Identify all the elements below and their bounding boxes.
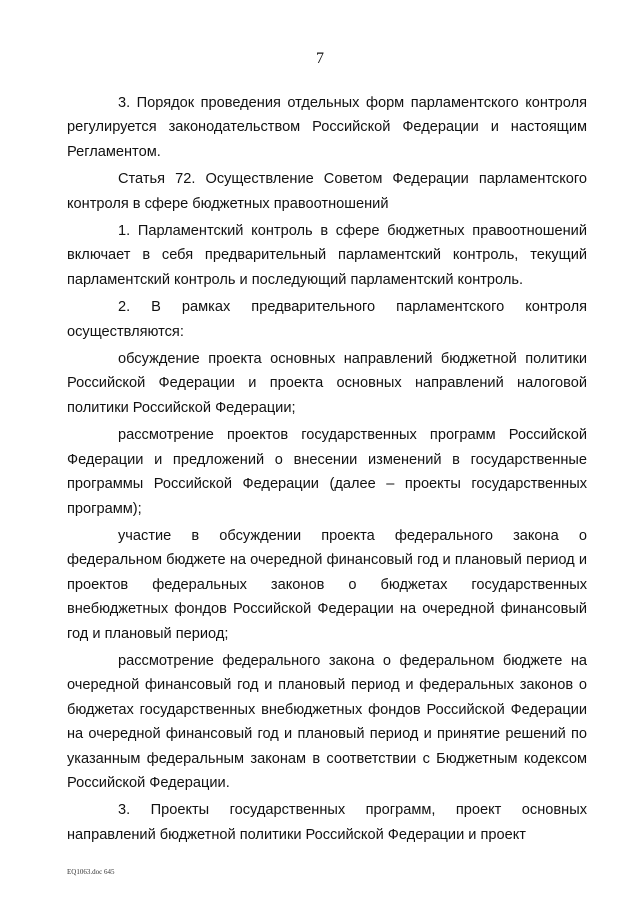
list-item-budget-law-participation: участие в обсуждении проекта федерального закона о федеральном бюджете на очередной финансовый год и плановый период и проектов федеральных законов о бюджетах государственных внебюджетных фондов Российской Федерации на очередной финансовый год и плановый период; <box>67 527 587 642</box>
page-number: 7 <box>316 50 324 67</box>
list-item-policy-discussion: обсуждение проекта основных направлений бюджетной политики Российской Федерации и проекта основных направлений налоговой политики Российской Федерации; <box>67 351 587 416</box>
paragraph-2-preliminary-control: 2. В рамках предварительного парламентского контроля осуществляются: <box>67 299 587 340</box>
paragraph-1-budget-control: 1. Парламентский контроль в сфере бюджетных правоотношений включает в себя предварительный парламентский контроль, текущий парламентский контроль и последующий парламентский контроль. <box>67 223 587 288</box>
document-footer-code: EQ1063.doc 645 <box>67 868 115 876</box>
paragraph-section-3-procedure: 3. Порядок проведения отдельных форм парламентского контроля регулируется законодательством Российской Федерации и настоящим Регламентом. <box>67 95 587 160</box>
article-72-heading: Статья 72. Осуществление Советом Федерации парламентского контроля в сфере бюджетных правоотношений <box>67 171 587 212</box>
paragraph-3-projects: 3. Проекты государственных программ, проект основных направлений бюджетной политики Российской Федерации и проект <box>67 802 587 843</box>
list-item-state-programs: рассмотрение проектов государственных программ Российской Федерации и предложений о внесении изменений в государственные программы Российской Федерации (далее – проекты государственных программ); <box>67 427 587 517</box>
document-body <box>67 91 587 847</box>
list-item-budget-law-review: рассмотрение федерального закона о федеральном бюджете на очередной финансовый год и плановый период и федеральных законов о бюджетах государственных внебюджетных фондов Российской Федерации на очередной финансовый год и плановый период и принятие решений по указанным федеральным законам в соответствии с Бюджетным кодексом Российской Федерации. <box>67 652 587 791</box>
